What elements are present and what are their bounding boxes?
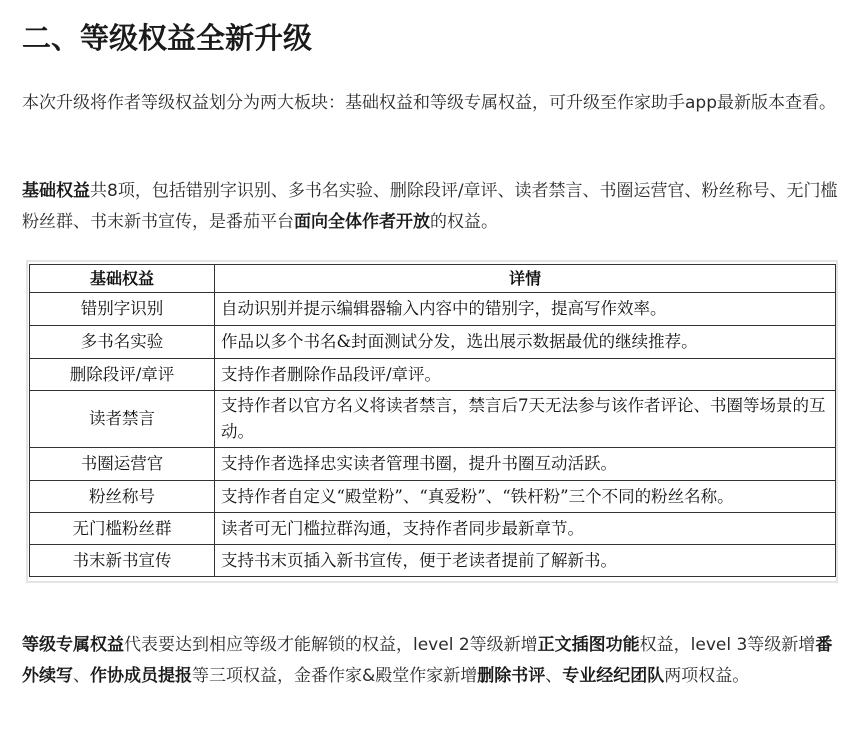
table-row [30, 293, 836, 326]
right-name: 删除段评/章评 [30, 359, 215, 391]
table-row [30, 359, 836, 391]
table-row [30, 545, 836, 577]
exclusive-extra-chapter: 番外续写 [22, 635, 833, 686]
right-name: 多书名实验 [30, 326, 215, 359]
right-detail: 支持作者选择忠实读者管理书圈，提升书圈互动活跃。 [215, 448, 836, 481]
exclusive-agent-team: 专业经纪团队 [562, 666, 665, 686]
table-header-row [30, 265, 836, 293]
intro-paragraph: 本次升级将作者等级权益划分为两大板块：基础权益和等级专属权益，可升级至作家助手app最新版本查看。 [22, 93, 836, 113]
table-row [30, 481, 836, 513]
basic-rights-text-b: 的权益。 [430, 212, 498, 232]
basic-rights-lead: 基础权益 [22, 181, 90, 201]
table-row [30, 448, 836, 481]
exclusive-text: 两项权益。 [664, 666, 750, 686]
right-name: 读者禁言 [30, 391, 215, 448]
exclusive-text: 等三项权益，金番作家&殿堂作家新增 [192, 666, 478, 686]
right-detail: 自动识别并提示编辑器输入内容中的错别字，提高写作效率。 [215, 293, 836, 326]
exclusive-delete-review: 删除书评 [477, 666, 546, 686]
right-detail: 支持作者删除作品段评/章评。 [215, 359, 836, 391]
exclusive-association-nomination: 作协成员提报 [90, 666, 192, 686]
right-detail: 支持作者自定义“殿堂粉”、“真爱粉”、“铁杆粉”三个不同的粉丝名称。 [215, 481, 836, 513]
table-row [30, 326, 836, 359]
basic-rights-text-a: 共8项，包括错别字识别、多书名实验、删除段评/章评、读者禁言、书圈运营官、粉丝称号、无门槛粉丝群、书末新书宣传，是番茄平台 [22, 181, 838, 232]
exclusive-text: 权益，level 3等级新增 [639, 635, 816, 655]
right-name: 错别字识别 [30, 293, 215, 326]
basic-rights-table [29, 264, 836, 577]
exclusive-text: 、 [545, 666, 563, 686]
right-name: 无门槛粉丝群 [30, 513, 215, 545]
exclusive-text: 代表要达到相应等级才能解锁的权益，level 2等级新增 [124, 635, 538, 655]
table-row [30, 391, 836, 448]
exclusive-illustration: 正文插图功能 [537, 635, 640, 655]
table-row [30, 513, 836, 545]
header-basic-rights: 基础权益 [30, 265, 215, 293]
header-detail: 详情 [215, 265, 836, 293]
exclusive-rights-paragraph [22, 630, 844, 692]
basic-rights-open-to-all: 面向全体作者开放 [294, 212, 430, 232]
right-detail: 作品以多个书名&封面测试分发，选出展示数据最优的继续推荐。 [215, 326, 836, 359]
right-detail: 支持作者以官方名义将读者禁言，禁言后7天无法参与该作者评论、书圈等场景的互动。 [215, 391, 836, 448]
right-name: 粉丝称号 [30, 481, 215, 513]
basic-rights-paragraph [22, 176, 844, 238]
basic-rights-table-image [26, 260, 838, 583]
exclusive-text: 、 [73, 666, 90, 686]
right-name: 书圈运营官 [30, 448, 215, 481]
right-detail: 支持书末页插入新书宣传，便于老读者提前了解新书。 [215, 545, 836, 577]
right-name: 书末新书宣传 [30, 545, 215, 577]
exclusive-rights-lead: 等级专属权益 [22, 635, 124, 655]
right-detail: 读者可无门槛拉群沟通，支持作者同步最新章节。 [215, 513, 836, 545]
section-heading: 二、等级权益全新升级 [22, 21, 313, 55]
